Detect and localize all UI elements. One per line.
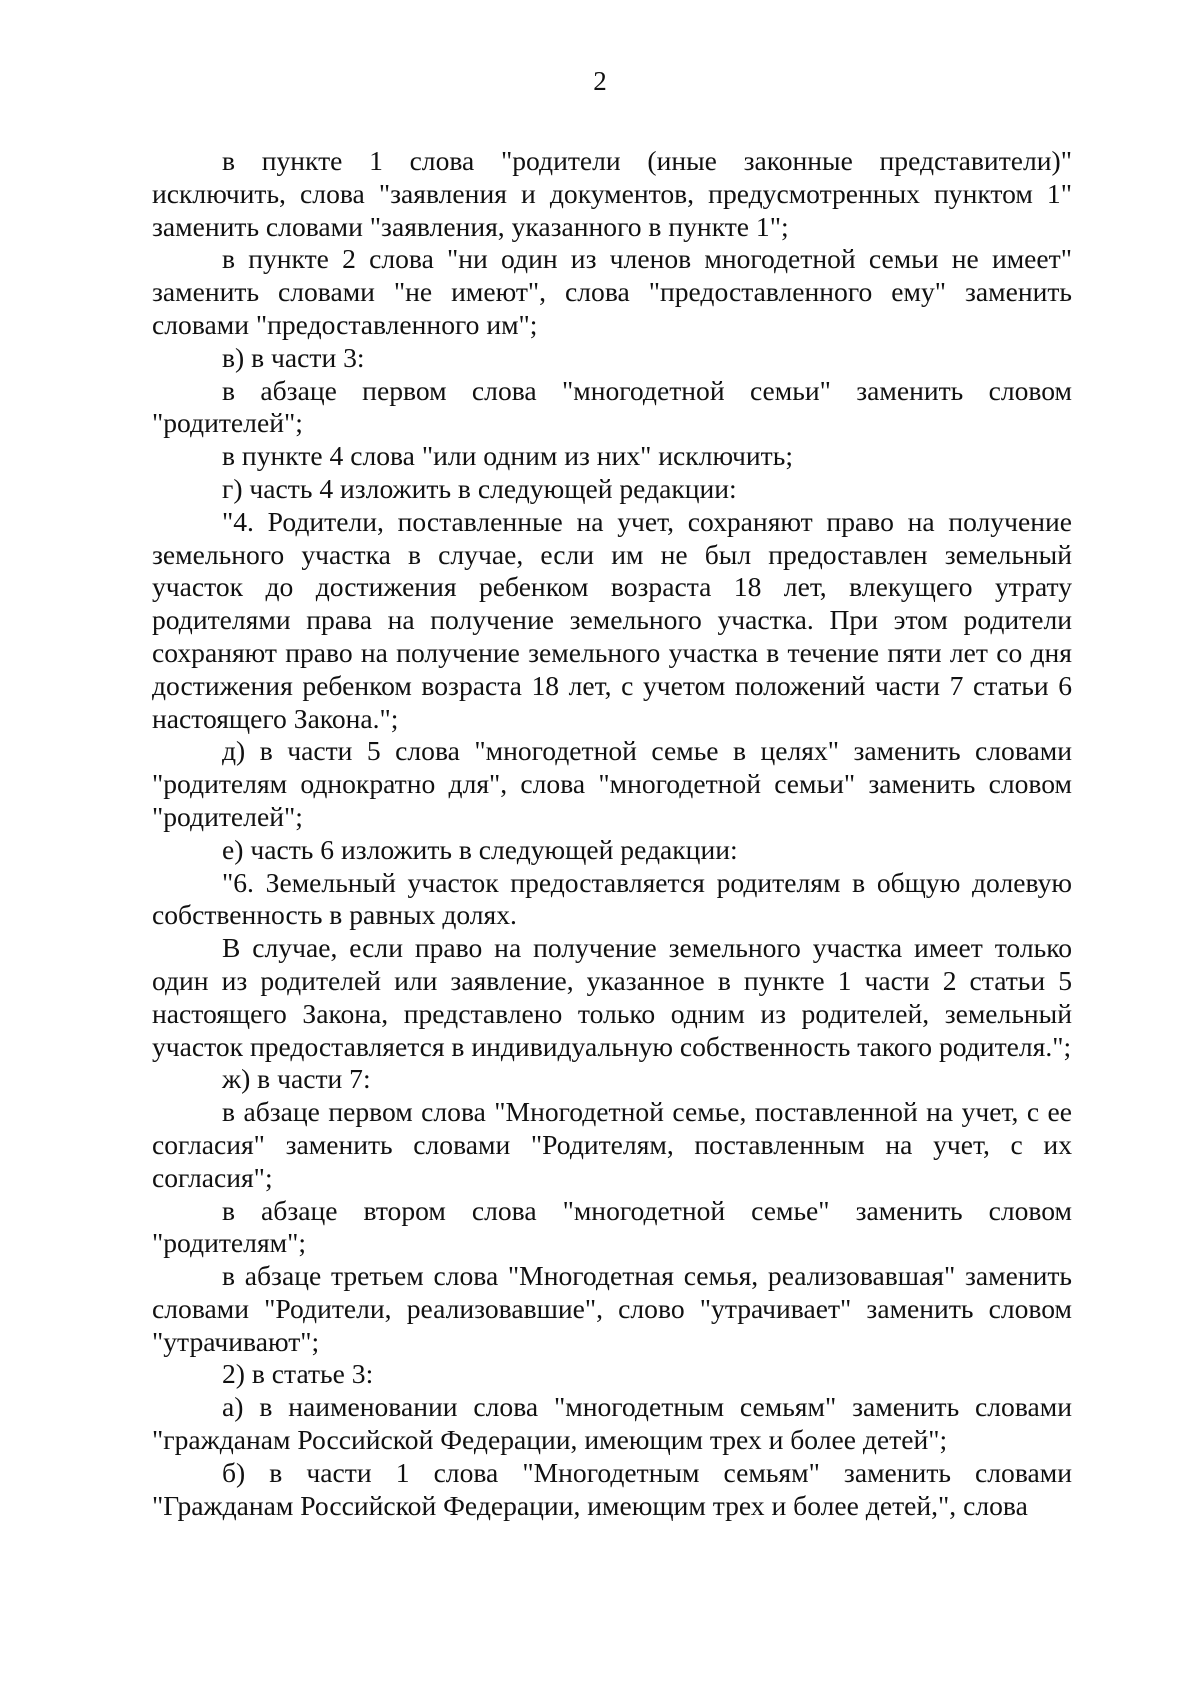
- paragraph: 2) в статье 3:: [222, 1358, 374, 1390]
- paragraph: д) в части 5 слова "многодетной семье в целях" заменить словами "родителям однократно для", слова "многодетной семьи" заменить словом "родителей";: [152, 735, 1072, 832]
- paragraph: в пункте 4 слова "или одним из них" исключить;: [222, 440, 793, 472]
- paragraph: "6. Земельный участок предоставляется родителям в общую долевую собственность в равных долях.: [152, 866, 1072, 931]
- paragraph: ж) в части 7:: [222, 1063, 371, 1095]
- paragraph: в абзаце втором слова "многодетной семье" заменить словом "родителям";: [152, 1194, 1072, 1259]
- paragraph: в абзаце первом слова "Многодетной семье, поставленной на учет, с ее согласия" заменить словами "Родителям, поставленным на учет, с их согласия";: [152, 1096, 1072, 1193]
- paragraph: б) в части 1 слова "Многодетным семьям" заменить словами "Гражданам Российской Федерации, имеющим трех и более детей,", слова: [152, 1456, 1072, 1521]
- paragraph: в пункте 2 слова "ни один из членов многодетной семьи не имеет" заменить словами "не имеют", слова "предоставленного ему" заменить словами "предоставленного им";: [152, 243, 1072, 340]
- paragraph: в абзаце третьем слова "Многодетная семья, реализовавшая" заменить словами "Родители, реализовавшие", слово "утрачивает" заменить словом "утрачивают";: [152, 1260, 1072, 1357]
- paragraph: е) часть 6 изложить в следующей редакции:: [222, 833, 738, 865]
- paragraph: "4. Родители, поставленные на учет, сохраняют право на получение земельного участка в случае, если им не был предоставлен земельный участок до достижения ребенком возраста 18 лет, влекущего утрату родителями права на получение земельного участка. При этом родители сохраняют право на получение земельного участка в течение пяти лет со дня достижения ребенком возраста 18 лет, с учетом положений части 7 статьи 6 настоящего Закона.";: [152, 505, 1072, 734]
- paragraph: а) в наименовании слова "многодетным семьям" заменить словами "гражданам Российской Федерации, имеющим трех и более детей";: [152, 1391, 1072, 1456]
- paragraph: в пункте 1 слова "родители (иные законные представители)" исключить, слова "заявления и документов, предусмотренных пунктом 1" заменить словами "заявления, указанного в пункте 1";: [152, 145, 1072, 242]
- page-number: 2: [593, 66, 607, 96]
- paragraph: в) в части 3:: [222, 341, 365, 373]
- document-body: [152, 145, 1072, 1522]
- paragraph: В случае, если право на получение земельного участка имеет только один из родителей или заявление, указанное в пункте 1 части 2 статьи 5 настоящего Закона, представлено только одним из родителей, земельный участок предоставляется в индивидуальную собственность такого родителя.";: [152, 932, 1072, 1062]
- paragraph: в абзаце первом слова "многодетной семьи" заменить словом "родителей";: [152, 374, 1072, 439]
- paragraph: г) часть 4 изложить в следующей редакции:: [222, 472, 737, 504]
